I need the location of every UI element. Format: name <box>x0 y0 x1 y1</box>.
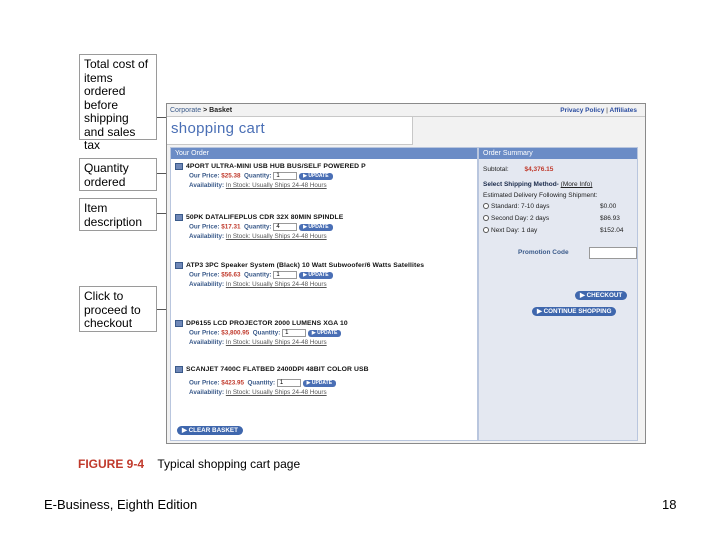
radio-button[interactable] <box>483 215 489 221</box>
callout-total-cost-text: Total cost of items ordered before shipping and sales tax <box>84 57 149 152</box>
cart-item <box>175 320 475 346</box>
callout-description <box>79 198 157 231</box>
order-summary-header: Order Summary <box>479 148 637 159</box>
page-number: 18 <box>662 497 677 512</box>
item-availability-row <box>175 233 475 240</box>
breadcrumb <box>170 107 232 114</box>
continue-shopping-button[interactable]: ▶ CONTINUE SHOPPING <box>532 307 616 316</box>
shipping-option-amount: $152.04 <box>600 227 624 234</box>
shipping-option-amount: $86.93 <box>600 215 620 222</box>
delivery-note: Estimated Delivery Following Shipment: <box>483 192 598 199</box>
footer-book-title: E-Business, Eighth Edition <box>44 497 198 512</box>
item-name-text: ATP3 3PC Speaker System (Black) 10 Watt Subwoofer/6 Watts Satellites <box>186 262 425 269</box>
remove-item-icon[interactable] <box>175 163 183 170</box>
availability-label: Availability: <box>189 339 225 346</box>
item-price: $3,800.95 <box>221 329 250 337</box>
shipping-option-label: Standard: 7-10 days <box>491 203 550 210</box>
item-price-row <box>175 271 475 279</box>
your-order-panel <box>170 147 478 441</box>
qty-label: Quantity: <box>247 379 276 387</box>
remove-item-icon[interactable] <box>175 214 183 221</box>
promo-row <box>483 247 635 261</box>
availability-link[interactable]: In Stock: Usually Ships 24-48 Hours <box>225 389 327 396</box>
shipping-option-label: Next Day: 1 day <box>491 227 538 234</box>
shipping-option[interactable] <box>483 215 635 222</box>
callout-quantity-text: Quantity ordered <box>84 161 129 189</box>
price-label: Our Price: <box>189 379 220 387</box>
availability-link[interactable]: In Stock: Usually Ships 24-48 Hours <box>225 233 327 240</box>
update-button[interactable]: ▶ UPDATE <box>303 380 336 387</box>
subtotal-row <box>483 166 635 173</box>
remove-item-icon[interactable] <box>175 262 183 269</box>
quantity-input[interactable]: 1 <box>273 271 297 279</box>
clear-basket-button[interactable]: ▶ CLEAR BASKET <box>177 426 243 435</box>
update-button[interactable]: ▶ UPDATE <box>299 224 332 231</box>
update-button[interactable]: ▶ UPDATE <box>299 173 332 180</box>
availability-link[interactable]: In Stock: Usually Ships 24-48 Hours <box>225 182 327 189</box>
price-label: Our Price: <box>189 271 220 279</box>
quantity-input[interactable]: 4 <box>273 223 297 231</box>
item-name <box>175 214 475 221</box>
item-price: $423.95 <box>221 379 244 387</box>
item-price: $17.31 <box>221 223 241 231</box>
shipping-method-label: Select Shipping Method- <box>483 181 559 188</box>
checkout-button[interactable]: ▶ CHECKOUT <box>575 291 627 300</box>
price-label: Our Price: <box>189 223 220 231</box>
promo-label: Promotion Code <box>518 249 569 256</box>
item-name-text: 4PORT ULTRA-MINI USB HUB BUS/SELF POWERED P <box>186 163 366 170</box>
figure-caption <box>78 457 300 471</box>
page-title: shopping cart <box>171 120 265 137</box>
affiliates-link[interactable]: Affiliates <box>609 107 637 114</box>
qty-label: Quantity: <box>243 271 272 279</box>
availability-label: Availability: <box>189 389 225 396</box>
item-price-row <box>175 172 475 180</box>
shipping-option-label: Second Day: 2 days <box>491 215 550 222</box>
item-name-text: DP6155 LCD PROJECTOR 2000 LUMENS XGA 10 <box>186 320 348 327</box>
callout-checkout <box>79 286 157 332</box>
quantity-input[interactable]: 1 <box>282 329 306 337</box>
callout-total-cost <box>79 54 157 152</box>
breadcrumb-root[interactable]: Corporate <box>170 107 202 114</box>
item-name <box>175 163 475 170</box>
radio-button[interactable] <box>483 203 489 209</box>
radio-button[interactable] <box>483 227 489 233</box>
item-price-row <box>175 329 475 337</box>
availability-label: Availability: <box>189 233 225 240</box>
item-price-row <box>175 379 475 387</box>
remove-item-icon[interactable] <box>175 366 183 373</box>
shipping-option-amount: $0.00 <box>600 203 617 210</box>
quantity-input[interactable]: 1 <box>273 172 297 180</box>
availability-label: Availability: <box>189 281 225 288</box>
remove-item-icon[interactable] <box>175 320 183 327</box>
breadcrumb-sep: > <box>203 107 208 114</box>
quantity-input[interactable]: 1 <box>277 379 301 387</box>
figure-number: FIGURE 9-4 <box>78 457 145 471</box>
qty-label: Quantity: <box>243 223 272 231</box>
breadcrumb-current: Basket <box>209 107 233 114</box>
cart-item <box>175 163 475 189</box>
item-availability-row <box>175 182 475 189</box>
order-summary-panel <box>478 147 638 441</box>
top-links <box>560 107 637 114</box>
price-label: Our Price: <box>189 329 220 337</box>
item-price: $25.38 <box>221 172 241 180</box>
item-price-row <box>175 223 475 231</box>
callout-checkout-text: Click to proceed to checkout <box>84 289 141 330</box>
qty-label: Quantity: <box>252 329 281 337</box>
cart-item <box>175 262 475 288</box>
qty-label: Quantity: <box>243 172 272 180</box>
cart-item <box>175 214 475 240</box>
price-label: Our Price: <box>189 172 220 180</box>
availability-link[interactable]: In Stock: Usually Ships 24-48 Hours <box>225 339 327 346</box>
availability-link[interactable]: In Stock: Usually Ships 24-48 Hours <box>225 281 327 288</box>
your-order-header: Your Order <box>171 148 477 159</box>
figure-caption-text: Typical shopping cart page <box>157 457 301 471</box>
availability-label: Availability: <box>189 182 225 189</box>
shipping-method-row <box>483 181 635 188</box>
item-name <box>175 262 460 269</box>
privacy-policy-link[interactable]: Privacy Policy <box>560 107 605 114</box>
callout-description-text: Item description <box>84 201 143 229</box>
item-name <box>175 320 475 327</box>
more-info-link[interactable]: (More Info) <box>560 181 593 188</box>
cart-item <box>175 366 475 396</box>
callout-quantity <box>79 158 157 191</box>
promo-code-input[interactable] <box>589 247 637 259</box>
update-button[interactable]: ▶ UPDATE <box>308 330 341 337</box>
title-band <box>167 117 413 145</box>
shipping-option[interactable] <box>483 227 635 234</box>
shopping-cart-screenshot <box>166 103 646 444</box>
shipping-option[interactable] <box>483 203 635 210</box>
item-availability-row <box>175 339 475 346</box>
item-availability-row <box>175 389 475 396</box>
subtotal-label: Subtotal: <box>483 166 509 173</box>
update-button[interactable]: ▶ UPDATE <box>299 272 332 279</box>
subtotal-value: $4,376.15 <box>524 166 554 173</box>
item-availability-row <box>175 281 475 288</box>
item-name <box>175 366 475 373</box>
item-name-text: 50PK DATALIFEPLUS CDR 32X 80MIN SPINDLE <box>186 214 344 221</box>
top-links-sep: | <box>606 107 608 114</box>
item-name-text: SCANJET 7400C FLATBED 2400DPI 48BIT COLOR USB <box>186 366 369 373</box>
item-price: $56.63 <box>221 271 241 279</box>
